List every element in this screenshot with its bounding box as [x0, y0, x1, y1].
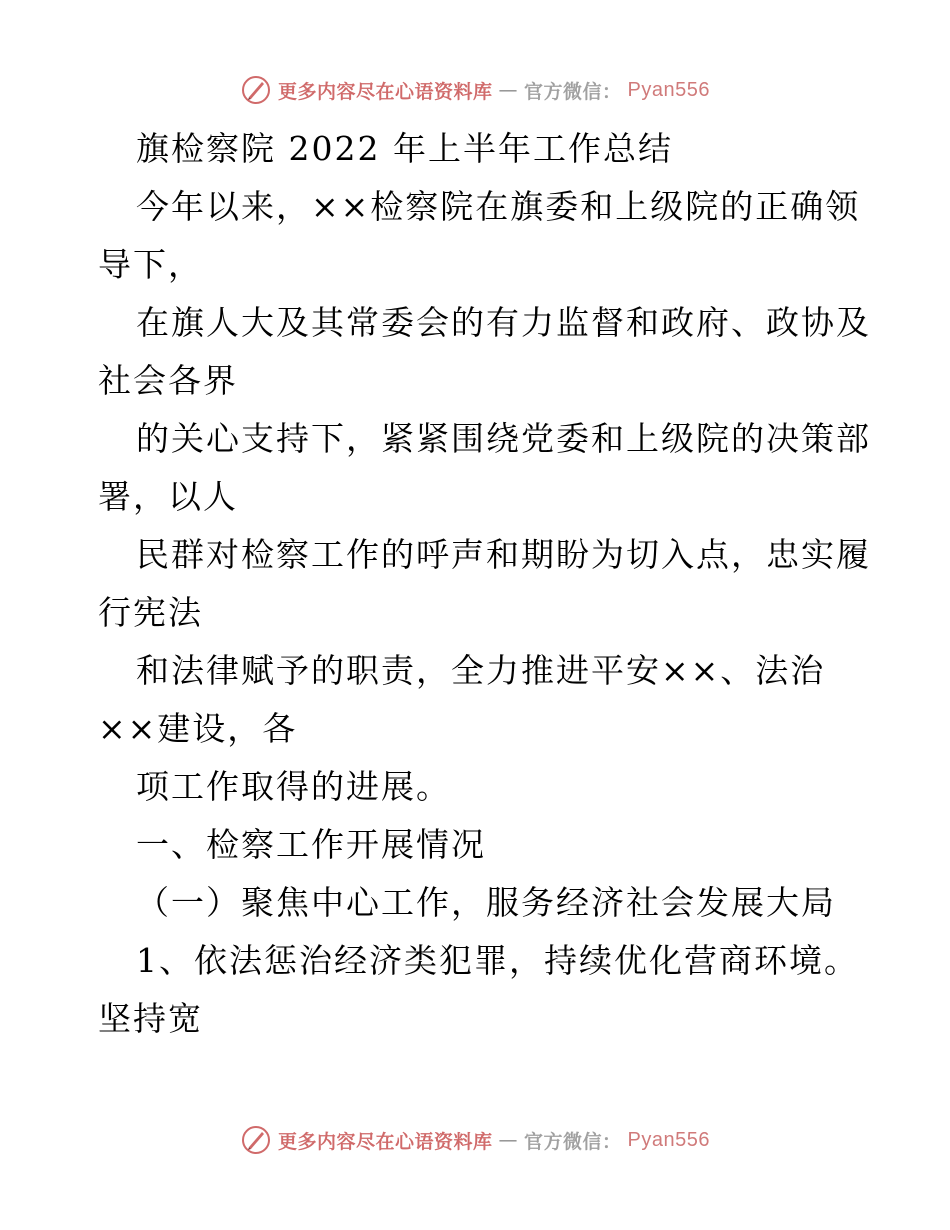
doc-line: 旗检察院 2022 年上半年工作总结: [136, 129, 673, 168]
doc-line: 一、检察工作开展情况: [136, 825, 486, 864]
doc-line: ××建设，各: [98, 709, 298, 748]
doc-line: 民群对检察工作的呼声和期盼为切入点，忠实履: [136, 535, 871, 574]
watermark-sub-text: 官方微信：: [524, 1130, 622, 1153]
watermark-wechat-id: Pyan556: [627, 78, 710, 101]
footer-watermark: [0, 1120, 950, 1160]
watermark-dash: —: [498, 79, 519, 101]
quill-logo-icon: [240, 1124, 272, 1156]
doc-line: （一）聚焦中心工作，服务经济社会发展大局: [136, 883, 836, 922]
watermark-sub-text: 官方微信：: [524, 80, 622, 103]
doc-line: 坚持宽: [98, 999, 203, 1038]
watermark-main-text: 更多内容尽在心语资料库: [278, 1130, 493, 1153]
watermark-wechat-id: Pyan556: [627, 1128, 710, 1151]
watermark-main-text: 更多内容尽在心语资料库: [278, 80, 493, 103]
doc-line: 的关心支持下，紧紧围绕党委和上级院的决策部: [136, 419, 871, 458]
document-body: [98, 120, 871, 1048]
doc-line: 社会各界: [98, 361, 238, 400]
doc-line: 在旗人大及其常委会的有力监督和政府、政协及: [136, 303, 871, 342]
doc-line: 署，以人: [98, 477, 238, 516]
watermark-dash: —: [498, 1129, 519, 1151]
doc-line: 1、依法惩治经济类犯罪，持续优化营商环境。: [136, 941, 859, 980]
doc-line: 行宪法: [98, 593, 203, 632]
doc-line: 今年以来，××检察院在旗委和上级院的正确领: [136, 187, 861, 226]
doc-line: 和法律赋予的职责，全力推进平安××、法治: [136, 651, 826, 690]
quill-logo-icon: [240, 74, 272, 106]
doc-line: 项工作取得的进展。: [136, 767, 451, 806]
doc-line: 导下，: [98, 245, 203, 284]
header-watermark: [0, 70, 950, 110]
